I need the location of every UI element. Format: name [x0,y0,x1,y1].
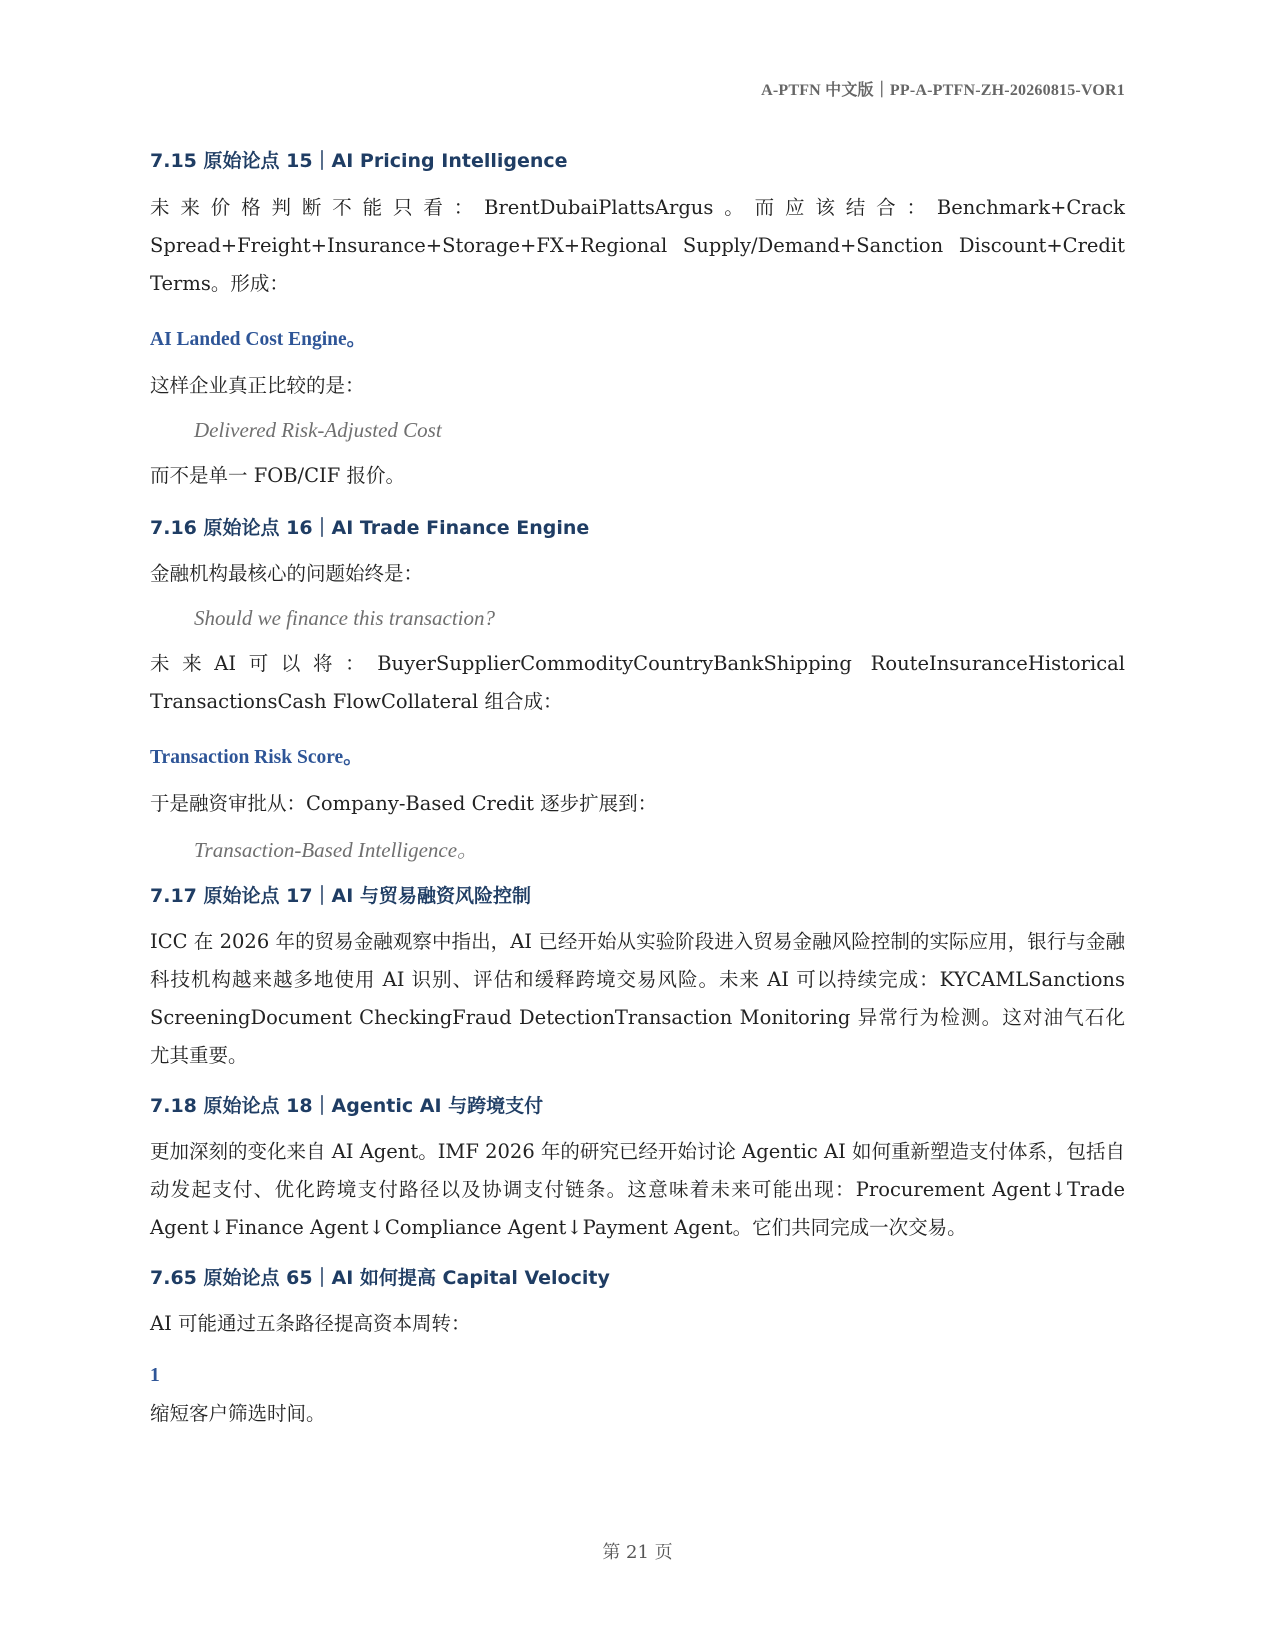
section-heading-7-65: 7.65 原始论点 65｜AI 如何提高 Capital Velocity [150,1267,610,1289]
page-content [150,146,1125,1433]
page-number: 第 21 页 [602,1542,673,1563]
document-id-header: A-PTFN 中文版｜PP-A-PTFN-ZH-20260815-VOR1 [761,82,1125,99]
section-heading-7-16: 7.16 原始论点 16｜AI Trade Finance Engine [150,517,590,539]
paragraph-line: 未来价格判断不能只看：BrentDubaiPlattsArgus。而应该结合：Benchmark+Crack [150,196,1125,219]
list-item-number: 1 [150,1365,160,1386]
paragraph-line: 未来AI可以将：BuyerSupplierCommodityCountryBankShipping RouteInsuranceHistorical [150,652,1125,675]
paragraph: 而不是单一 FOB/CIF 报价。 [150,464,405,487]
quote: Transaction-Based Intelligence。 [194,838,479,862]
paragraph: TransactionsCash FlowCollateral 组合成： [150,690,563,713]
section-heading-7-17: 7.17 原始论点 17｜AI 与贸易融资风险控制 [150,885,531,907]
paragraph: ICC 在 2026 年的贸易金融观察中指出，AI 已经开始从实验阶段进入贸易金融风险控制的实际应用，银行与金融科技机构越来越多地使用 AI 识别、评估和缓释跨境交易风险。未来 AI 可以持续完成：KYCAMLSanctions ScreeningDocument CheckingFraud DetectionTransaction Monitoring 异常行为检测。这对油气石化尤其重要。 [150,930,1125,1067]
paragraph: AI 可能通过五条路径提高资本周转： [150,1312,471,1335]
quote: Should we finance this transaction? [194,606,495,630]
paragraph: Spread+Freight+Insurance+Storage+FX+Regional Supply/Demand+Sanction Discount+Credit Terms。形成： [150,234,1125,295]
list-item-text: 缩短客户筛选时间。 [150,1402,326,1425]
quote: Delivered Risk-Adjusted Cost [194,418,442,442]
paragraph: 金融机构最核心的问题始终是： [150,562,424,585]
paragraph: 于是融资审批从：Company-Based Credit 逐步扩展到： [150,792,658,815]
paragraph: 这样企业真正比较的是： [150,374,365,397]
subheading-landed-cost: AI Landed Cost Engine。 [150,329,367,350]
section-heading-7-15: 7.15 原始论点 15｜AI Pricing Intelligence [150,150,568,172]
section-heading-7-18: 7.18 原始论点 18｜Agentic AI 与跨境支付 [150,1095,544,1117]
subheading-risk-score: Transaction Risk Score。 [150,747,363,768]
paragraph: 更加深刻的变化来自 AI Agent。IMF 2026 年的研究已经开始讨论 Agentic AI 如何重新塑造支付体系，包括自动发起支付、优化跨境支付路径以及协调支付链条。这意味着未来可能出现：Procurement Agent↓Trade Agent↓Finance Agent↓Compliance Agent↓Payment Agent。它们共同完成一次交易。 [150,1140,1125,1239]
